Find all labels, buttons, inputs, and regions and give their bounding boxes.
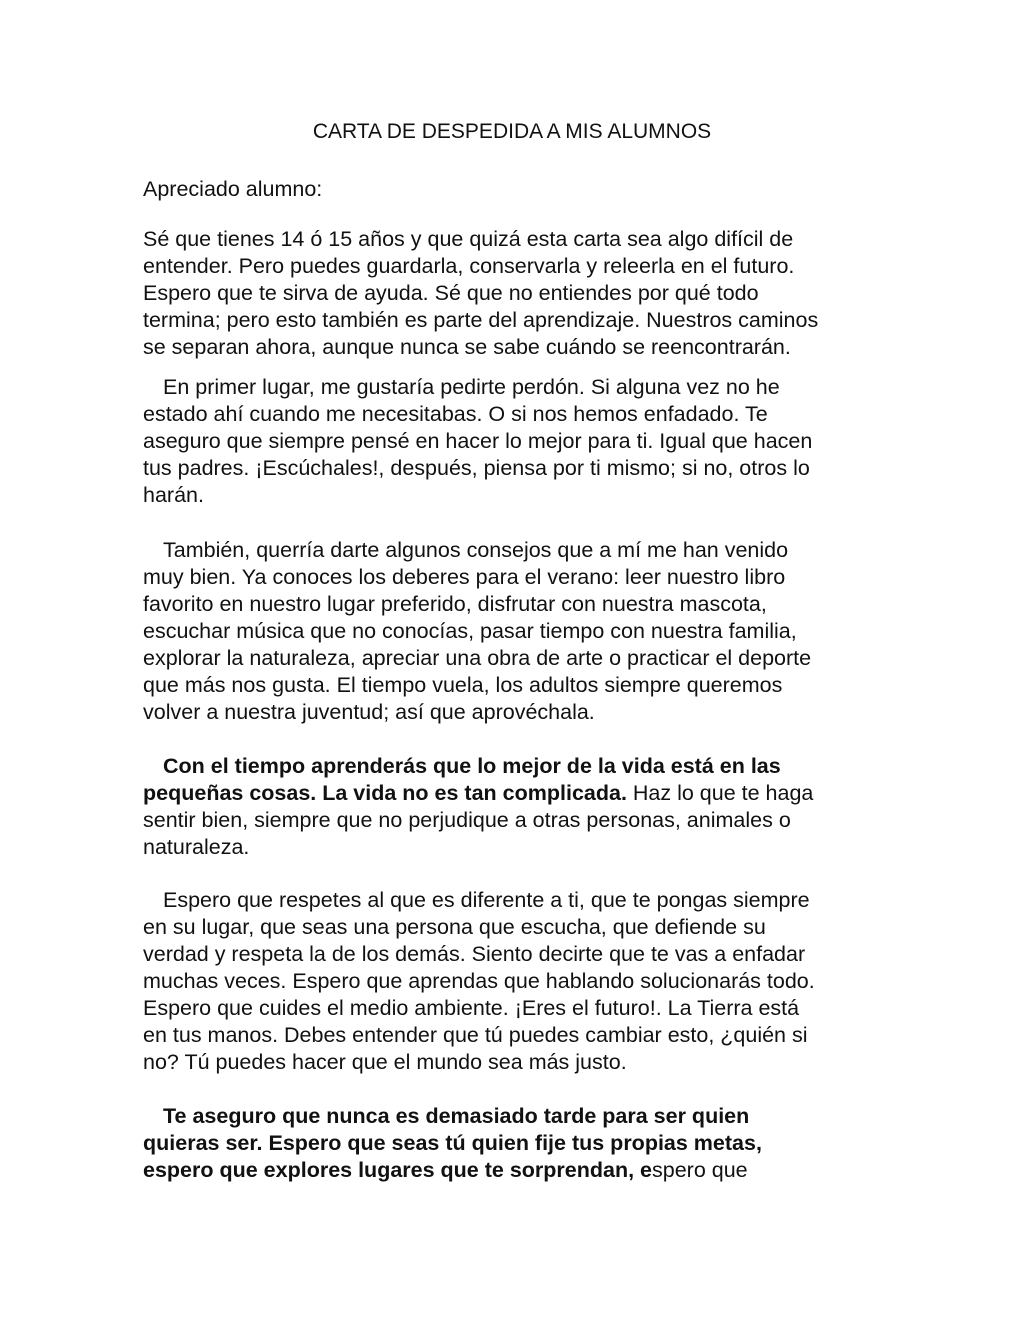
paragraph-line: Espero que te sirva de ayuda. Sé que no entiendes por qué todo: [143, 281, 759, 305]
greeting-line: Apreciado alumno:: [143, 177, 323, 201]
paragraph-line: volver a nuestra juventud; así que aprovéchala.: [143, 700, 595, 724]
paragraph-line: sentir bien, siempre que no perjudique a otras personas, animales o: [143, 808, 791, 832]
paragraph-line: muy bien. Ya conoces los deberes para el verano: leer nuestro libro: [143, 565, 786, 589]
greeting: [143, 176, 893, 203]
regular-text: spero que: [652, 1158, 748, 1182]
letter-title: CARTA DE DESPEDIDA A MIS ALUMNOS: [312, 120, 712, 143]
paragraph-line: en su lugar, que seas una persona que escucha, que defiende su: [143, 915, 766, 939]
bold-text: quieras ser. Espero que seas tú quien fije tus propias metas,: [143, 1131, 762, 1155]
paragraph-line: Espero que cuides el medio ambiente. ¡Eres el futuro!. La Tierra está: [143, 996, 800, 1020]
paragraph-line: termina; pero esto también es parte del aprendizaje. Nuestros caminos: [143, 308, 819, 332]
paragraph-line: [143, 753, 893, 780]
paragraph-2: [143, 374, 893, 509]
paragraph-line: naturaleza.: [143, 835, 250, 859]
paragraph-line: [143, 780, 893, 807]
paragraph-line: En primer lugar, me gustaría pedirte perdón. Si alguna vez no he: [163, 375, 780, 399]
paragraph-line: explorar la naturaleza, apreciar una obra de arte o practicar el deporte: [143, 646, 812, 670]
paragraph-line: se separan ahora, aunque nunca se sabe cuándo se reencontrarán.: [143, 335, 791, 359]
paragraph-5: [143, 887, 893, 1076]
paragraph-line: que más nos gusta. El tiempo vuela, los adultos siempre queremos: [143, 673, 783, 697]
paragraph-3: [143, 537, 893, 726]
paragraph-line: También, querría darte algunos consejos que a mí me han venido: [163, 538, 789, 562]
paragraph-line: entender. Pero puedes guardarla, conservarla y releerla en el futuro.: [143, 254, 795, 278]
bold-text: pequeñas cosas. La vida no es tan complicada.: [143, 781, 627, 805]
paragraph-line: tus padres. ¡Escúchales!, después, piensa por ti mismo; si no, otros lo: [143, 456, 810, 480]
bold-text: espero que explores lugares que te sorprendan, e: [143, 1158, 652, 1182]
paragraph-line: Espero que respetes al que es diferente a ti, que te pongas siempre: [163, 888, 810, 912]
paragraph-line: harán.: [143, 483, 204, 507]
paragraph-line: [143, 1103, 893, 1130]
paragraph-line: Sé que tienes 14 ó 15 años y que quizá esta carta sea algo difícil de: [143, 227, 794, 251]
paragraph-4: [143, 753, 893, 861]
paragraph-line: favorito en nuestro lugar preferido, disfrutar con nuestra mascota,: [143, 592, 767, 616]
bold-text: Te aseguro que nunca es demasiado tarde para ser quien: [163, 1104, 750, 1128]
paragraph-line: muchas veces. Espero que aprendas que hablando solucionarás todo.: [143, 969, 815, 993]
paragraph-line: [143, 1157, 893, 1184]
paragraph-line: aseguro que siempre pensé en hacer lo mejor para ti. Igual que hacen: [143, 429, 813, 453]
paragraph-line: escuchar música que no conocías, pasar tiempo con nuestra familia,: [143, 619, 797, 643]
paragraph-line: no? Tú puedes hacer que el mundo sea más justo.: [143, 1050, 627, 1074]
bold-text: Con el tiempo aprenderás que lo mejor de la vida está en las: [163, 754, 781, 778]
paragraph-line: en tus manos. Debes entender que tú puedes cambiar esto, ¿quién si: [143, 1023, 808, 1047]
paragraph-line: [143, 1130, 893, 1157]
regular-text: Haz lo que te haga: [626, 781, 814, 805]
paragraph-6: [143, 1103, 893, 1184]
paragraph-1: [143, 226, 893, 361]
paragraph-line: verdad y respeta la de los demás. Siento decirte que te vas a enfadar: [143, 942, 806, 966]
paragraph-line: estado ahí cuando me necesitabas. O si nos hemos enfadado. Te: [143, 402, 768, 426]
